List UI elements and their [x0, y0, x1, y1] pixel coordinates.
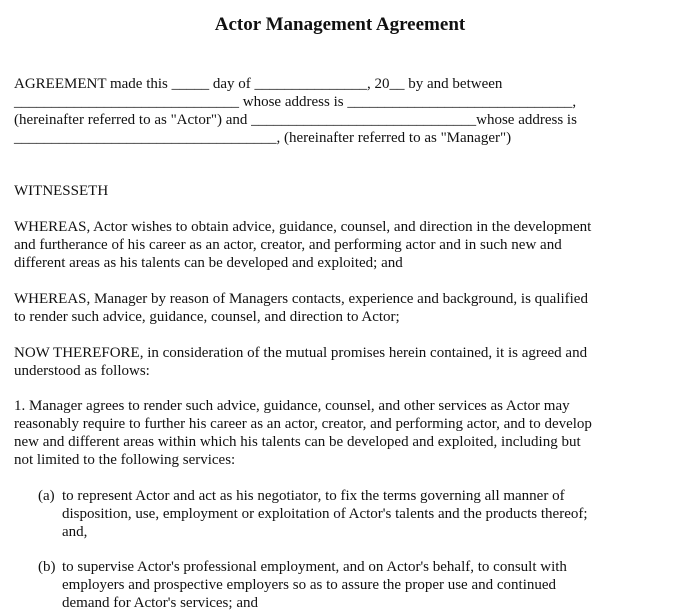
- item-b-line: to supervise Actor's professional employment, and on Actor's behalf, to consult with: [62, 559, 567, 575]
- clause-1-line: not limited to the following services:: [14, 452, 236, 468]
- item-b-line: employers and prospective employers so as to assure the proper use and continued: [62, 577, 557, 593]
- whereas-1-line: and furtherance of his career as an actor, creator, and performing actor and in such new and: [14, 237, 562, 253]
- item-a-line: and,: [62, 524, 88, 540]
- preamble-line: ___________________________________, (hereinafter referred to as "Manager"): [14, 130, 512, 146]
- whereas-2-line: WHEREAS, Manager by reason of Managers contacts, experience and background, is qualified: [14, 291, 588, 307]
- item-a-line: to represent Actor and act as his negotiator, to fix the terms governing all manner of: [62, 488, 565, 504]
- clause-1-line: reasonably require to further his career as an actor, creator, and performing actor, and to develop: [14, 416, 592, 432]
- whereas-1-line: WHEREAS, Actor wishes to obtain advice, guidance, counsel, and direction in the development: [14, 219, 592, 235]
- preamble-line: AGREEMENT made this _____ day of _______________, 20__ by and between: [14, 76, 503, 92]
- document-title: Actor Management Agreement: [214, 14, 466, 35]
- clause-1-line: 1. Manager agrees to render such advice, guidance, counsel, and other services as Actor may: [14, 398, 570, 414]
- item-a-line: disposition, use, employment or exploitation of Actor's talents and the products thereof;: [62, 506, 588, 522]
- item-b-label: (b): [38, 559, 56, 575]
- item-a-label: (a): [38, 488, 55, 504]
- clause-1-line: new and different areas within which his talents can be developed and exploited, including but: [14, 434, 581, 450]
- whereas-1-line: different areas as his talents can be developed and exploited; and: [14, 255, 403, 271]
- now-therefore-line: understood as follows:: [14, 363, 150, 379]
- preamble-line: (hereinafter referred to as "Actor") and ______________________________whose address is: [14, 112, 577, 128]
- now-therefore-line: NOW THEREFORE, in consideration of the mutual promises herein contained, it is agreed and: [14, 345, 588, 361]
- item-b-line: demand for Actor's services; and: [62, 595, 258, 611]
- whereas-2-line: to render such advice, guidance, counsel, and direction to Actor;: [14, 309, 400, 325]
- witnesseth-heading: WITNESSETH: [14, 183, 109, 199]
- preamble-line: ______________________________ whose address is ______________________________,: [14, 94, 577, 110]
